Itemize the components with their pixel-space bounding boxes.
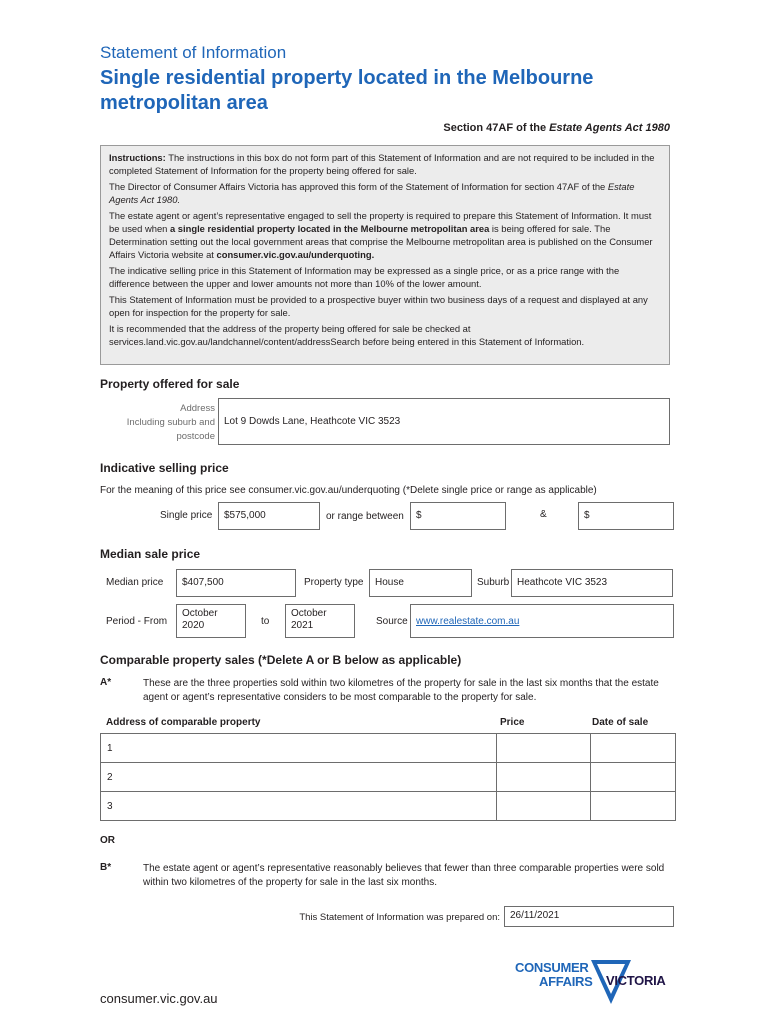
comparable-price-cell[interactable] — [497, 734, 591, 763]
section-act: Estate Agents Act 1980 — [549, 122, 670, 134]
range-label: or range between — [326, 511, 404, 522]
median-price-field[interactable]: $407,500 — [176, 569, 296, 597]
period-from-field[interactable] — [176, 604, 246, 638]
option-a-marker: A* — [100, 677, 112, 688]
col-price-header: Price — [500, 717, 525, 728]
option-a-text: These are the three properties sold within two kilometres of the property for sale in the last six months that the estate agent or agent’s representative considers to be most comparable to the property for sale. — [143, 678, 659, 703]
consumer-affairs-victoria-logo — [515, 958, 675, 1008]
period-to-year: 2021 — [291, 620, 314, 631]
instructions-box — [100, 145, 670, 365]
property-type-field[interactable]: House — [369, 569, 472, 597]
table-row — [101, 734, 676, 763]
single-price-label: Single price — [160, 510, 213, 521]
comparable-address-cell[interactable]: 3 — [101, 792, 497, 821]
instructions-p2: The Director of Consumer Affairs Victoria has approved this form of the Statement of Information for section 47AF of the — [109, 181, 608, 192]
option-b-marker: B* — [100, 862, 112, 873]
logo-victoria: VICTORIA — [606, 973, 666, 988]
instructions-p3-bold: a single residential property located in the Melbourne metropolitan area — [169, 223, 490, 234]
property-type-label: Property type — [304, 577, 364, 588]
address-label-2: Including suburb and — [126, 417, 215, 428]
col-date-header: Date of sale — [592, 717, 649, 728]
comparable-price-cell[interactable] — [497, 763, 591, 792]
form-subtitle: Statement of Information — [100, 43, 287, 62]
comparable-table — [100, 733, 676, 821]
source-label: Source — [376, 616, 408, 627]
period-label: Period - From — [106, 616, 168, 627]
address-label-3: postcode — [176, 431, 215, 442]
comparable-heading: Comparable property sales (*Delete A or B below as applicable) — [100, 653, 462, 667]
suburb-label: Suburb — [477, 577, 510, 588]
range-high-field[interactable]: $ — [578, 502, 674, 530]
comparable-date-cell[interactable] — [591, 792, 676, 821]
instructions-p5: This Statement of Information must be provided to a prospective buyer within two business days of a request and displayed at any open for inspection for the property for sale. — [109, 294, 648, 318]
range-ampersand: & — [540, 509, 547, 520]
median-heading: Median sale price — [100, 547, 201, 561]
period-from-year: 2020 — [182, 620, 205, 631]
period-to-field[interactable] — [285, 604, 355, 638]
indicative-heading: Indicative selling price — [100, 461, 229, 475]
instructions-p1: The instructions in this box do not form part of this Statement of Information and are not required to be included in the completed Statement of Information for the property being offered for sale. — [109, 152, 655, 176]
prepared-label: This Statement of Information was prepared on: — [299, 912, 500, 923]
comparable-address-cell[interactable]: 2 — [101, 763, 497, 792]
single-price-field[interactable]: $575,000 — [218, 502, 320, 530]
instructions-p3-link: consumer.vic.gov.au/underquoting. — [216, 249, 375, 260]
address-field[interactable]: Lot 9 Dowds Lane, Heathcote VIC 3523 — [218, 398, 670, 445]
property-heading: Property offered for sale — [100, 377, 240, 391]
instructions-p2-act: Estate Agents Act 1980. — [109, 181, 635, 205]
instructions-p6: It is recommended that the address of the property being offered for sale be checked at services.land.vic.gov.au/landchannel/content/addressSearch before being entered in this Statement of Information. — [109, 323, 585, 347]
col-address-header: Address of comparable property — [106, 717, 261, 728]
instructions-p3a: The estate agent or agent’s representative engaged to sell the property is required to prepare this Statement of Information. It must be used when — [109, 210, 652, 234]
period-to-label: to — [261, 616, 270, 627]
section-prefix: Section 47AF of the — [443, 122, 550, 134]
instructions-p4: The indicative selling price in this Statement of Information may be expressed as a single price, or as a price range with the difference between the upper and lower amounts not more than 10% of the lower amount. — [109, 265, 620, 289]
footer-url: consumer.vic.gov.au — [100, 991, 218, 1006]
indicative-note: For the meaning of this price see consumer.vic.gov.au/underquoting (*Delete single price or range as applicable) — [100, 485, 597, 496]
range-low-field[interactable]: $ — [410, 502, 506, 530]
address-label — [127, 402, 215, 444]
address-label-1: Address — [180, 403, 215, 414]
period-from-month: October — [182, 608, 218, 619]
comparable-address-cell[interactable]: 1 — [101, 734, 497, 763]
comparable-date-cell[interactable] — [591, 734, 676, 763]
comparable-date-cell[interactable] — [591, 763, 676, 792]
logo-consumer: CONSUMER — [515, 960, 589, 975]
table-row — [101, 763, 676, 792]
instructions-p3b: is being offered for sale. The Determination setting out the local government areas that comprise the Melbourne metropolitan area is published on the Consumer Affairs Victoria website at — [109, 223, 653, 260]
or-label: OR — [100, 835, 115, 846]
logo-affairs: AFFAIRS — [539, 974, 593, 989]
median-price-label: Median price — [106, 577, 164, 588]
period-to-month: October — [291, 608, 327, 619]
section-reference — [443, 122, 670, 134]
instructions-heading: Instructions: — [109, 152, 166, 163]
prepared-date-field[interactable]: 26/11/2021 — [504, 906, 674, 927]
option-b-text: The estate agent or agent’s representative reasonably believes that fewer than three comparable properties were sold within two kilometres of the property for sale in the last six months. — [143, 863, 665, 888]
source-link[interactable]: www.realestate.com.au — [416, 616, 520, 627]
page-title: Single residential property located in the Melbourne metropolitan area — [100, 67, 594, 114]
table-row — [101, 792, 676, 821]
comparable-price-cell[interactable] — [497, 792, 591, 821]
suburb-field[interactable]: Heathcote VIC 3523 — [511, 569, 673, 597]
source-field[interactable] — [410, 604, 674, 638]
